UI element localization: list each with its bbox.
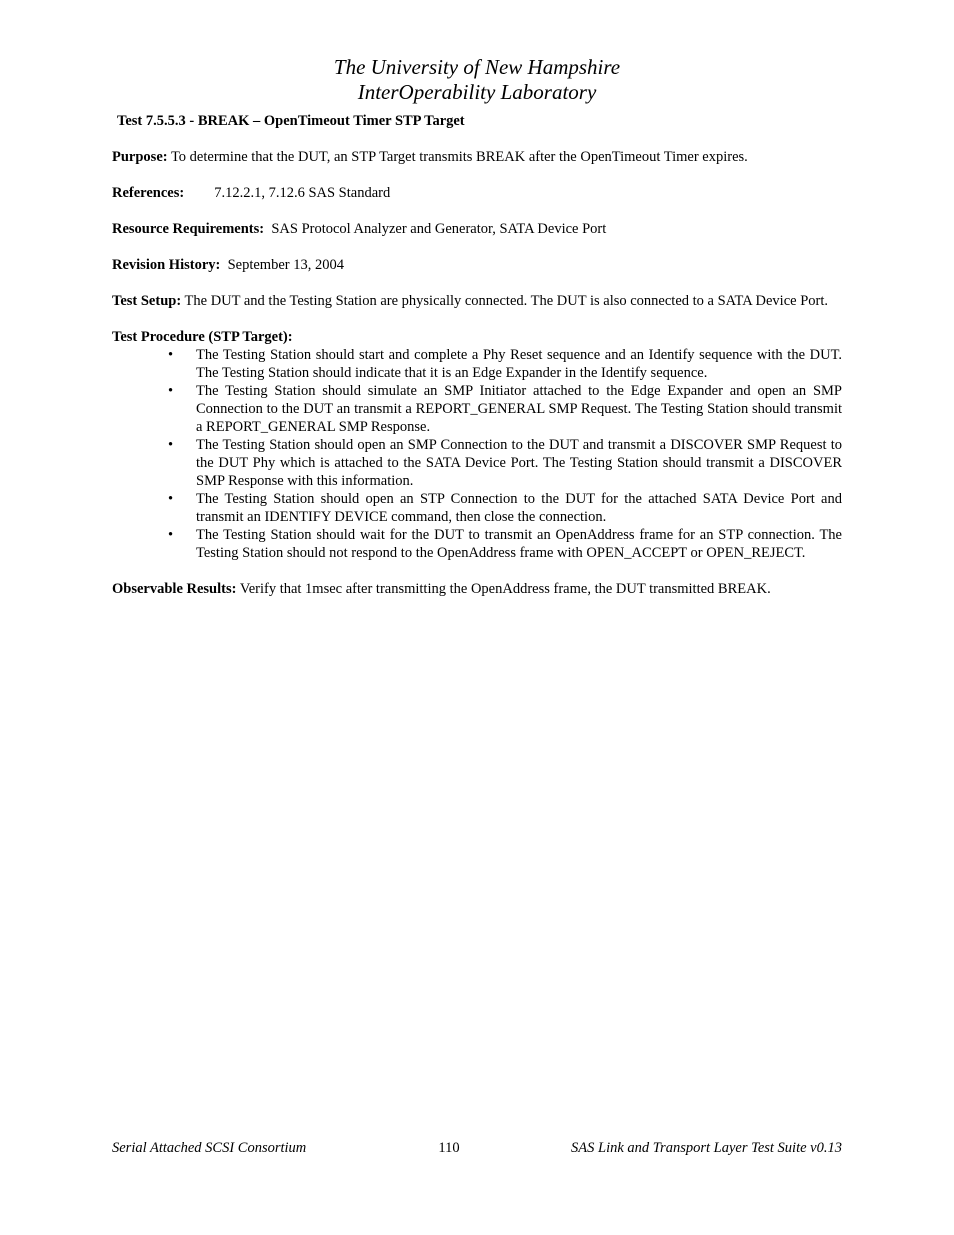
resources-text: SAS Protocol Analyzer and Generator, SATA Device Port	[264, 221, 607, 237]
procedure-step	[168, 436, 842, 490]
page-header	[0, 55, 954, 105]
references-section	[112, 184, 842, 202]
purpose-label: Purpose:	[112, 149, 168, 165]
test-content	[112, 112, 842, 616]
procedure-step-text: The Testing Station should wait for the DUT to transmit an OpenAddress frame for an STP connection. The Testing Station should not respond to the OpenAddress frame with OPEN_ACCEPT or OPEN_REJECT.	[196, 527, 842, 561]
purpose-text: To determine that the DUT, an STP Target transmits BREAK after the OpenTimeout Timer expires.	[167, 149, 748, 165]
header-lab: InterOperability Laboratory	[357, 80, 597, 104]
setup-section	[112, 292, 842, 310]
results-label: Observable Results:	[112, 581, 237, 597]
bullet-icon: •	[168, 437, 174, 453]
test-title: Test 7.5.5.3 - BREAK – OpenTimeout Timer STP Target	[117, 113, 465, 129]
setup-text: The DUT and the Testing Station are physically connected. The DUT is also connected to a SATA Device Port.	[181, 293, 829, 309]
resources-label: Resource Requirements:	[112, 221, 265, 237]
bullet-icon: •	[168, 491, 174, 507]
procedure-step-text: The Testing Station should open an SMP Connection to the DUT and transmit a DISCOVER SMP Request to the DUT Phy which is attached to the SATA Device Port. The Testing Station should transmit a DISCOVER SMP Response with this information.	[196, 437, 842, 489]
footer-document-title: SAS Link and Transport Layer Test Suite v0.13	[571, 1140, 842, 1156]
procedure-step-text: The Testing Station should simulate an SMP Initiator attached to the Edge Expander and open an SMP Connection to the DUT an transmit a REPORT_GENERAL SMP Request. The Testing Station should transmit a REPORT_GENERAL SMP Response.	[196, 383, 842, 435]
purpose-section	[112, 148, 842, 166]
results-text: Verify that 1msec after transmitting the OpenAddress frame, the DUT transmitted BREAK.	[236, 581, 771, 597]
procedure-step	[168, 382, 842, 436]
revision-text: September 13, 2004	[220, 257, 344, 273]
references-label: References:	[112, 185, 185, 201]
revision-section	[112, 256, 842, 274]
revision-label: Revision History:	[112, 257, 221, 273]
header-institution: The University of New Hampshire	[333, 55, 621, 79]
page-footer	[112, 1140, 842, 1160]
bullet-icon: •	[168, 527, 174, 543]
references-text: 7.12.2.1, 7.12.6 SAS Standard	[214, 185, 391, 201]
bullet-icon: •	[168, 347, 174, 363]
procedure-list	[112, 346, 842, 562]
setup-label: Test Setup:	[112, 293, 182, 309]
results-section	[112, 580, 842, 598]
footer-consortium: Serial Attached SCSI Consortium	[112, 1140, 307, 1156]
procedure-step-text: The Testing Station should open an STP Connection to the DUT for the attached SATA Device Port and transmit an IDENTIFY DEVICE command, then close the connection.	[196, 491, 842, 525]
procedure-step	[168, 490, 842, 526]
procedure-step	[168, 346, 842, 382]
footer-page-number: 110	[438, 1140, 460, 1156]
procedure-step-text: The Testing Station should start and complete a Phy Reset sequence and an Identify sequence with the DUT. The Testing Station should indicate that it is an Edge Expander in the Identify sequence.	[196, 347, 842, 381]
procedure-heading: Test Procedure (STP Target):	[112, 329, 293, 345]
procedure-step	[168, 526, 842, 562]
bullet-icon: •	[168, 383, 174, 399]
resources-section	[112, 220, 842, 238]
